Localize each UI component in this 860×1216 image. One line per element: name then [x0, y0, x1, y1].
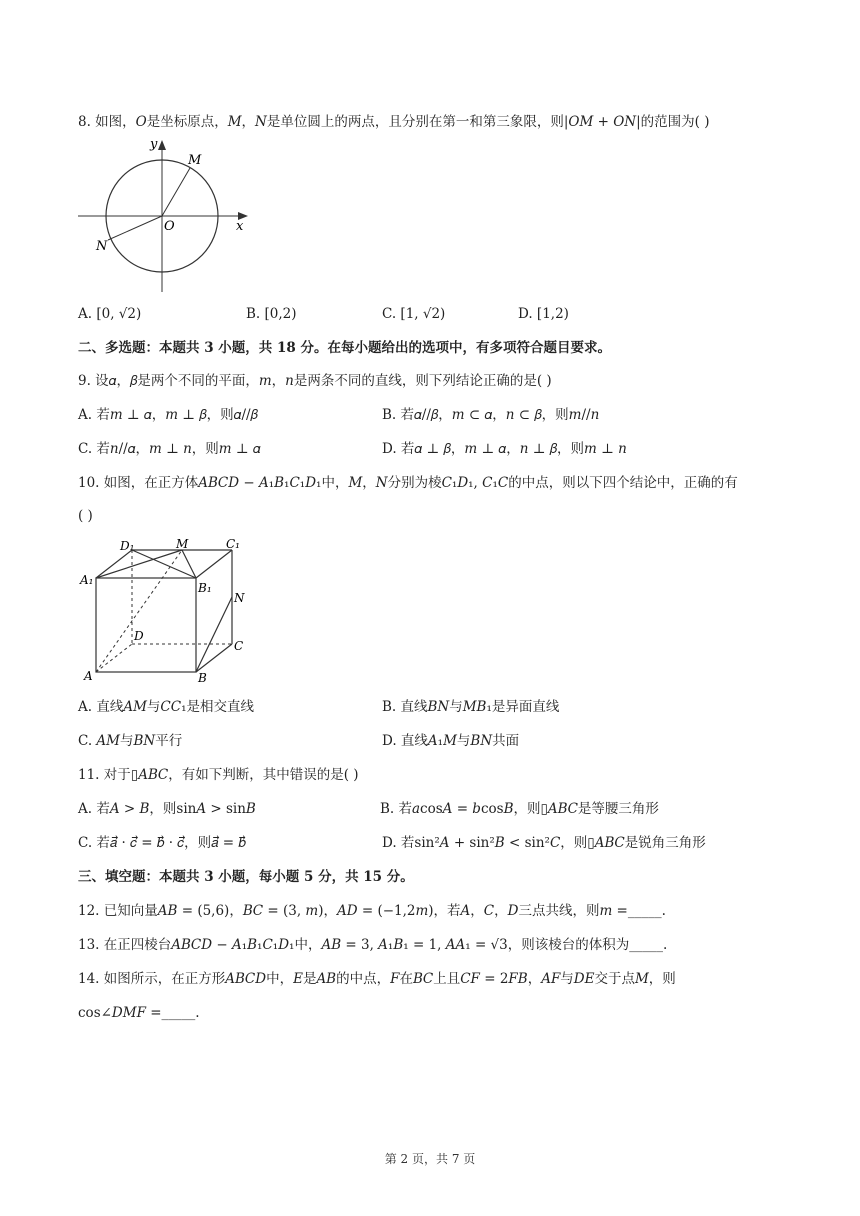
q11-option-d: D. 若sin²𝐴 + sin²𝐵 < sin²𝐶，则▯𝐴𝐵𝐶是锐角三角形: [382, 835, 706, 851]
q9-option-d: D. 若𝛼 ⊥ 𝛽，𝑚 ⊥ 𝛼，𝑛 ⊥ 𝛽，则𝑚 ⊥ 𝑛: [382, 441, 627, 457]
q8-option-a: A. [0, √2): [78, 306, 142, 322]
vertex-a-label: A: [84, 669, 93, 683]
q8-stem: 8. 如图，𝑂是坐标原点，𝑀，𝑁是单位圆上的两点，且分别在第一和第三象限，则|𝑂𝑀 + 𝑂𝑁|的范围为( ): [78, 114, 710, 130]
section-3-heading: 三、填空题：本题共 3 小题，每小题 5 分，共 15 分。: [78, 869, 414, 885]
vertex-b1-label: B₁: [198, 581, 212, 595]
vertex-d1-label: D₁: [120, 539, 135, 553]
q9-option-c: C. 若𝑛//𝛼，𝑚 ⊥ 𝑛，则𝑚 ⊥ 𝛼: [78, 441, 261, 457]
q13-text: 13. 在正四棱台𝐴𝐵𝐶𝐷 − 𝐴₁𝐵₁𝐶₁𝐷₁中，𝐴𝐵 = 3, 𝐴₁𝐵₁ = 1, 𝐴𝐴₁ = √3，则该棱台的体积为_____.: [78, 937, 668, 953]
page-footer: 第 2 页，共 7 页: [384, 1152, 476, 1166]
q10-stem: 10. 如图，在正方体𝐴𝐵𝐶𝐷 − 𝐴₁𝐵₁𝐶₁𝐷₁中，𝑀，𝑁分别为棱𝐶₁𝐷₁, 𝐶₁𝐶的中点，则以下四个结论中，正确的有: [78, 475, 738, 491]
unit-circle-figure: [76, 136, 256, 296]
vertex-b-label: B: [198, 671, 207, 685]
point-n-label: N: [234, 591, 245, 605]
point-m-label: M: [176, 537, 189, 551]
q11-option-c: C. 若𝑎⃗ · 𝑐⃗ = 𝑏⃗ · 𝑐⃗，则𝑎⃗ = 𝑏⃗: [78, 835, 246, 851]
q10-option-c: C. 𝐴𝑀与𝐵𝑁平行: [78, 733, 183, 749]
q9-stem: 9. 设𝛼，𝛽是两个不同的平面，𝑚，𝑛是两条不同的直线，则下列结论正确的是( ): [78, 373, 552, 389]
q10-option-a: A. 直线𝐴𝑀与𝐶𝐶₁是相交直线: [78, 699, 254, 715]
vertex-c-label: C: [234, 639, 244, 653]
q10-option-b: B. 直线𝐵𝑁与𝑀𝐵₁是异面直线: [382, 699, 560, 715]
q12-text: 12. 已知向量𝐴𝐵 = (5,6)，𝐵𝐶 = (3, 𝑚)，𝐴𝐷 = (−1,2𝑚)，若𝐴，𝐶，𝐷三点共线，则𝑚 =_____.: [78, 903, 666, 919]
q8-option-c: C. [1, √2): [382, 306, 446, 322]
q9-option-b: B. 若𝛼//𝛽，𝑚 ⊂ 𝛼，𝑛 ⊂ 𝛽，则𝑚//𝑛: [382, 407, 600, 423]
q9-option-a: A. 若𝑚 ⊥ 𝛼，𝑚 ⊥ 𝛽，则𝛼//𝛽: [78, 407, 258, 423]
point-m-label: M: [188, 153, 202, 168]
y-axis-label: y: [150, 137, 158, 152]
vertex-d-label: D: [134, 629, 144, 643]
q10-option-d: D. 直线𝐴₁𝑀与𝐵𝑁共面: [382, 733, 520, 749]
q14-text-line2: cos∠𝐷𝑀𝐹 =_____.: [78, 1005, 200, 1021]
q11-stem: 11. 对于▯𝐴𝐵𝐶，有如下判断，其中错误的是( ): [78, 767, 359, 783]
q10-stem-answer-paren: ( ): [78, 508, 93, 524]
q11-option-b: B. 若𝑎cos𝐴 = 𝑏cos𝐵，则▯𝐴𝐵𝐶是等腰三角形: [380, 801, 659, 817]
q8-option-b: B. [0,2): [246, 306, 297, 322]
point-n-label: N: [96, 239, 108, 254]
y-axis-arrow-icon: [158, 140, 166, 150]
q11-option-a: A. 若𝐴 > 𝐵，则sin𝐴 > sin𝐵: [78, 801, 256, 817]
section-2-heading: 二、多选题：本题共 3 小题，共 18 分。在每小题给出的选项中，有多项符合题目要求。: [78, 340, 611, 356]
origin-label: O: [164, 219, 175, 234]
q14-text-line1: 14. 如图所示，在正方形𝐴𝐵𝐶𝐷中，𝐸是𝐴𝐵的中点，𝐹在𝐵𝐶上且𝐶𝐹 = 2𝐹𝐵，𝐴𝐹与𝐷𝐸交于点𝑀，则: [78, 971, 676, 987]
x-axis-label: x: [236, 219, 244, 234]
cube-figure: [76, 536, 266, 686]
q8-option-d: D. [1,2): [518, 306, 569, 322]
vertex-a1-label: A₁: [80, 573, 94, 587]
vertex-c1-label: C₁: [226, 537, 240, 551]
